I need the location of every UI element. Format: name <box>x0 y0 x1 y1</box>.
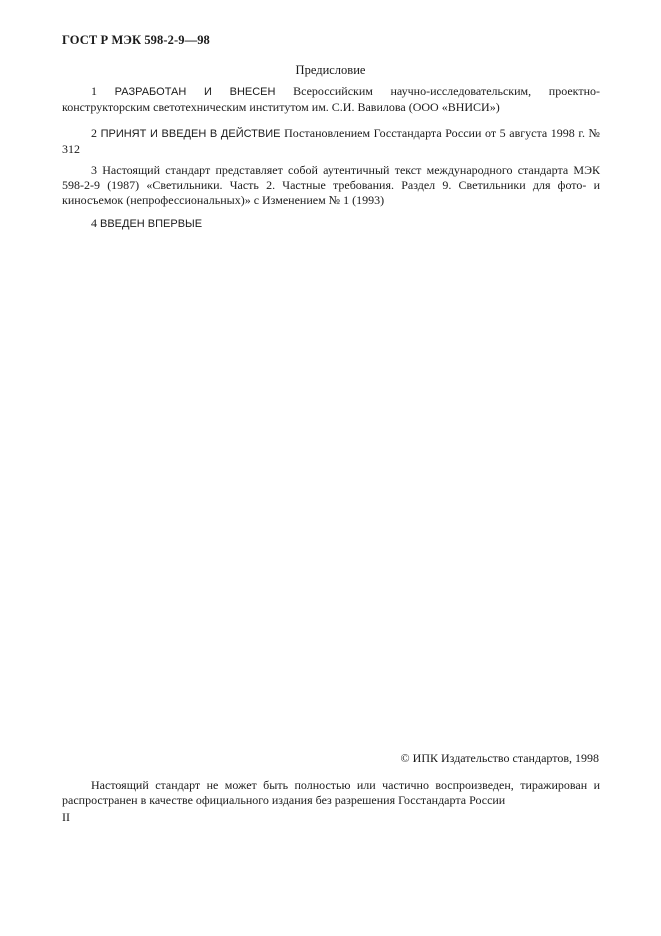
item-heading: ПРИНЯТ И ВВЕДЕН В ДЕЙСТВИЕ <box>100 128 281 140</box>
item-number: 4 <box>91 216 97 230</box>
item-number: 2 <box>91 126 97 140</box>
item-number: 1 <box>91 84 97 98</box>
item-text: Постановлением Госстандарта России от 5 августа 1998 г. № 312 <box>62 126 600 156</box>
preface-item-3 <box>62 163 600 208</box>
preface-item-2 <box>62 126 600 157</box>
item-heading: ВВЕДЕН ВПЕРВЫЕ <box>100 218 203 230</box>
page-number: II <box>62 810 70 824</box>
item-number: 3 <box>91 163 97 177</box>
preface-item-1 <box>62 84 600 115</box>
preface-item-4 <box>62 216 600 232</box>
item-text: Настоящий стандарт представляет собой аутентичный текст международного стандарта МЭК 598-2-9 (1987) «Светильники. Часть 2. Частные требования. Раздел 9. Светильники для фото- и киносъемок (непрофессиональных)» с Изменением № 1 (1993) <box>62 163 601 207</box>
item-text: Всероссийским научно-исследовательским, проектно-конструкторским светотехническим институтом им. С.И. Вавилова (ООО «ВНИСИ») <box>62 84 601 114</box>
reproduction-notice: Настоящий стандарт не может быть полностью или частично воспроизведен, тиражирован и распространен в качестве официального издания без разрешения Госстандарта России <box>62 778 600 807</box>
preface-title: Предисловие <box>295 63 366 77</box>
item-heading: РАЗРАБОТАН И ВНЕСЕН <box>114 86 276 98</box>
copyright-line: © ИПК Издательство стандартов, 1998 <box>400 751 599 765</box>
document-header: ГОСТ Р МЭК 598-2-9—98 <box>62 33 210 47</box>
